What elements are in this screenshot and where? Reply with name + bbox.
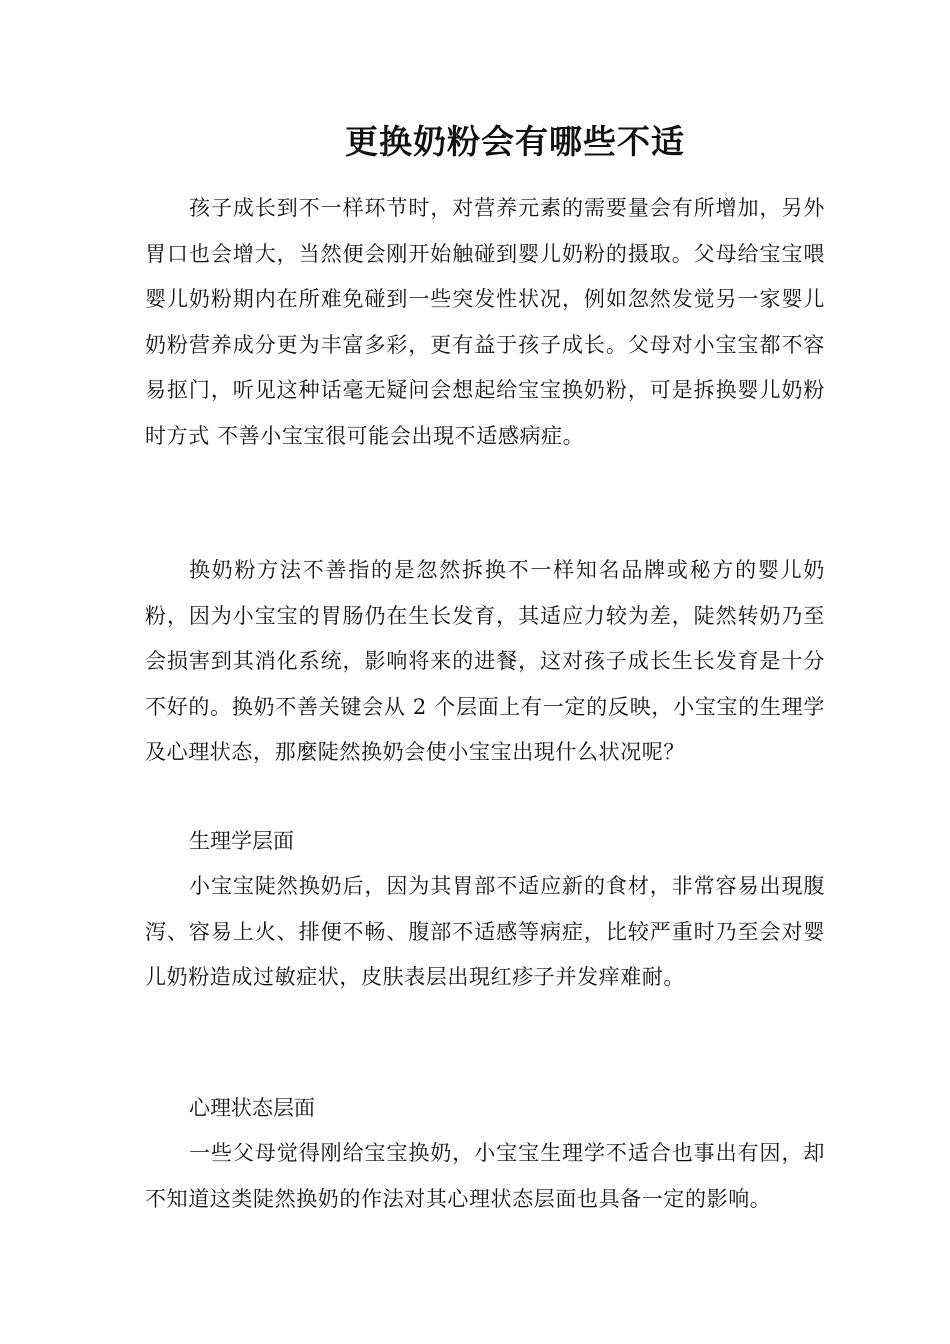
document-title: 更换奶粉会有哪些不适	[345, 122, 685, 161]
paragraph-physiological: 小宝宝陡然换奶后，因为其胃部不适应新的食材，非常容易出現腹泻、容易上火、排便不畅、腹部不适感等病症，比较严重时乃至会对婴儿奶粉造成过敏症状，皮肤表层出現红疹子并发痒难耐。	[145, 874, 825, 989]
paragraph-improper-switching: 换奶粉方法不善指的是忽然拆换不一样知名品牌或秘方的婴儿奶粉，因为小宝宝的胃肠仍在生长发育，其适应力较为差，陡然转奶乃至会损害到其消化系统，影响将来的进餐，这对孩子成长生长发育是十分不好的。换奶不善关键会从 2 个层面上有一定的反映，小宝宝的生理学及心理状态，那麼陡然换奶会使小宝宝出現什么状况呢？	[145, 558, 825, 764]
paragraph-psychological: 一些父母觉得刚给宝宝换奶，小宝宝生理学不适合也事出有因，却不知道这类陡然换奶的作法对其心理状态层面也具备一定的影响。	[145, 1141, 825, 1211]
paragraph-intro: 孩子成长到不一样环节时，对营养元素的需要量会有所增加，另外胃口也会增大，当然便会刚开始触碰到婴儿奶粉的摄取。父母给宝宝喂婴儿奶粉期内在所难免碰到一些突发性状况，例如忽然发觉另一家婴儿奶粉营养成分更为丰富多彩，更有益于孩子成长。父母对小宝宝都不容易抠门，听见这种话毫无疑问会想起给宝宝换奶粉，可是拆换婴儿奶粉时方式 不善小宝宝很可能会出現不适感病症。	[145, 196, 825, 448]
section-heading-physiological: 生理学层面	[189, 829, 294, 853]
section-heading-psychological: 心理状态层面	[189, 1096, 315, 1120]
